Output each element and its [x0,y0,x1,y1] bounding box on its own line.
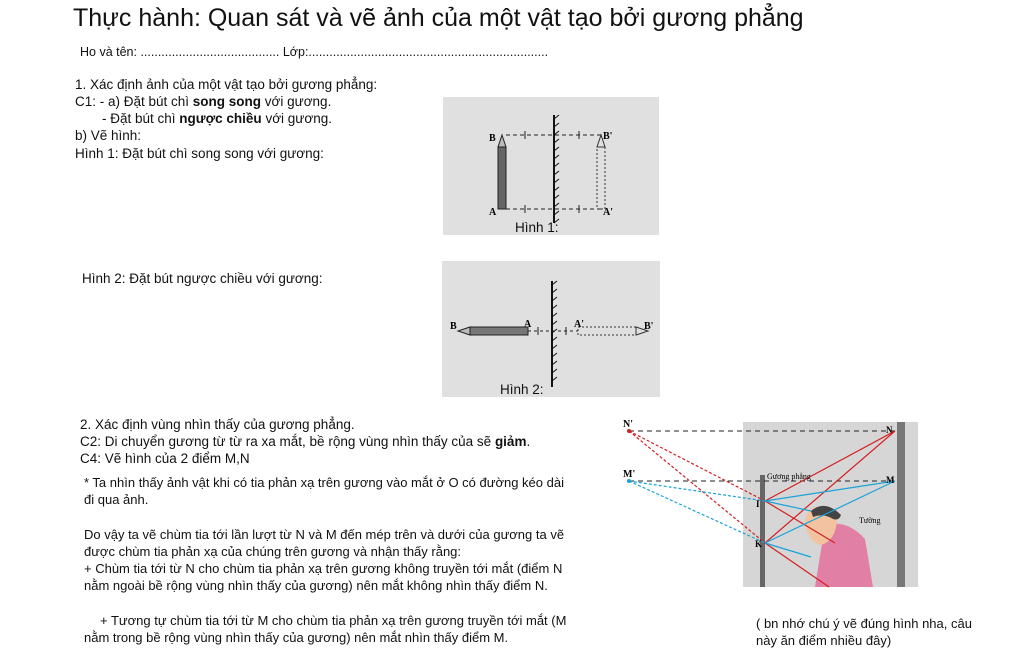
c1b-line [102,110,332,127]
m-line-2: nằm trong bề rộng vùng nhìn thấy của gương) nên mắt nhìn thấy điểm M. [84,630,509,645]
c1-suffix: với gương. [261,94,332,109]
c1b-suffix: với gương. [261,111,332,126]
part2-heading: 2. Xác định vùng nhìn thấy của gương phẳng. [80,417,355,432]
fig1-label-A: A [489,207,497,218]
fig1-caption: Hình 1: [515,220,559,235]
figure-1 [443,97,659,235]
c1-bold: song song [192,94,262,109]
fig2-label-B: B [450,321,457,332]
n-line-2: nằm ngoài bề rộng vùng nhìn thấy của gương) nên mắt không nhìn thấy điểm N. [84,578,548,593]
fig3-label-N: N [886,425,893,435]
page-title: Thực hành: Quan sát và vẽ ảnh của một vật tạo bởi gương phẳng [73,4,804,32]
fig3-label-M: M [886,475,895,485]
c4-line: C4: Vẽ hình của 2 điểm M,N [80,451,250,466]
note-line-2: đi qua ảnh. [84,492,149,507]
c2-prefix: C2: Di chuyển gương từ từ ra xa mắt, bề rộng vùng nhìn thấy của sẽ [80,434,495,449]
c1b-bold: ngược chiều [179,111,262,126]
c2-line [80,433,530,450]
c1-line [75,93,331,110]
c1-prefix: C1: - a) Đặt bút chì [75,94,193,109]
fig1-label-B: B [489,133,496,144]
para-line-1: Do vậy ta vẽ chùm tia tới lần lượt từ N và M đến mép trên và dưới của gương ta vẽ [84,527,565,542]
n-line-1: + Chùm tia tới từ N cho chùm tia phản xạ trên gương không truyền tới mắt (điểm N [84,561,563,576]
c2-bold: giảm [494,434,527,449]
note-line-1: * Ta nhìn thấy ảnh vật khi có tia phản xạ trên gương vào mắt ở O có đường kéo dài [84,475,564,490]
fig3-label-K: K [755,539,763,549]
fig3-label-I: I [756,499,760,509]
part1-heading: 1. Xác định ảnh của một vật tạo bởi gương phẳng: [75,77,378,92]
reminder-line-1: ( bn nhớ chú ý vẽ đúng hình nha, câu [756,616,972,631]
draw-label: b) Vẽ hình: [75,128,142,143]
fig2-label-Bp: B' [644,321,654,332]
name-class-line: Ho và tên: ........................................ Lớp:..................................................................... [80,45,549,59]
para-line-2: được chùm tia phản xạ của chúng trên gương và nhận thấy rằng: [84,544,462,559]
fig3-label-Np: N' [623,419,633,430]
c1b-prefix: - Đặt bút chì [102,111,180,126]
fig2-label-A: A [524,319,532,330]
fig3-label-Mp: M' [623,469,636,480]
figure-3 [615,415,920,595]
fig2-caption: Hình 2: [500,382,544,397]
fig1-label-Ap: A' [603,207,613,218]
figure-2-drawing [442,261,660,397]
fig2-desc: Hình 2: Đặt bút ngược chiều với gương: [82,271,323,286]
fig3-mirror-label: Gương phẳng [767,472,811,481]
fig1-label-Bp: B' [603,131,613,142]
figure-2 [442,261,660,397]
fig3-wall-label: Tường [859,516,881,525]
fig2-label-Ap: A' [574,319,584,330]
reminder-line-2: này ăn điểm nhiều đây) [756,633,892,648]
fig1-desc: Hình 1: Đặt bút chì song song với gương: [75,146,324,161]
figure-1-drawing [443,97,659,235]
m-line-1: + Tương tự chùm tia tới từ M cho chùm tia phản xạ trên gương truyền tới mắt (M [100,613,567,628]
c2-suffix: . [526,434,531,449]
